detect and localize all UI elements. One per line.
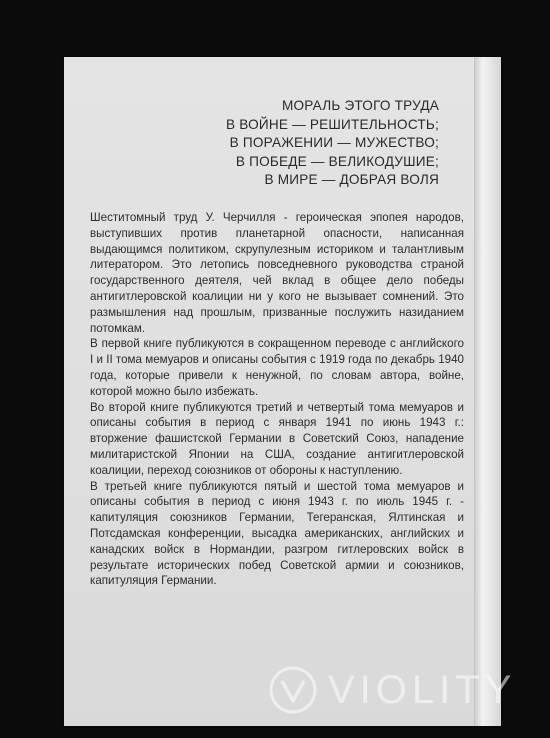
- motto-line: В ВОЙНЕ — РЕШИТЕЛЬНОСТЬ;: [226, 116, 439, 132]
- description-paragraph: Шеститомный труд У. Черчилля - героическая эпопея народов, выступивших против планетарной опасности, написанная выдающимся политиком, скрупулезным историком и талантливым литератором. Это летопись повседневного руководства страной государственного деятеля, чей вклад в общее дело победы антигитлеровской коалиции ни у кого не вызывает сомнений. Это размышления над прошлым, призванные послужить назиданием потомкам.: [90, 211, 464, 335]
- description-paragraph: В первой книге публикуются в сокращенном переводе с английского I и II тома мемуаров и описаны события с 1919 года по декабрь 1940 года, которые привели к ненужной, по словам автора, войне, которой можно было избежать.: [90, 337, 464, 398]
- motto-line: В ПОРАЖЕНИИ — МУЖЕСТВО;: [229, 135, 439, 150]
- description-paragraph: Во второй книге публикуются третий и четвертый тома мемуаров и описаны события в период с января 1941 по июнь 1943 г.: вторжение фашистской Германии в Советский Союз, нападение милитаристской Японии на США, создание антигитлеровской коалиции, переход союзников от обороны к наступлению.: [90, 400, 464, 477]
- motto-block: [226, 97, 439, 190]
- watermark-text: VIOLITY: [328, 667, 517, 712]
- book-back-cover: [64, 57, 501, 726]
- motto-line: В МИРЕ — ДОБРАЯ ВОЛЯ: [264, 172, 439, 187]
- description-paragraph: В третьей книге публикуются пятый и шестой тома мемуаров и описаны события в период с июня 1943 г. по июль 1945 г. - капитуляция союзников Германии, Тегеранская, Ялтинская и Потсдамская конференции, высадка американских, английских и канадских войск в Нормандии, разгром гитлеровских войск в результате исторических побед Советской армии и союзников, капитуляция Германии.: [90, 479, 464, 588]
- watermark: [268, 660, 516, 720]
- violity-logo-icon: [268, 665, 318, 715]
- motto-line: В ПОБЕДЕ — ВЕЛИКОДУШИЕ;: [235, 153, 439, 169]
- motto-line: МОРАЛЬ ЭТОГО ТРУДА: [282, 98, 439, 113]
- description-text: [90, 210, 464, 589]
- book-spine: [474, 57, 501, 726]
